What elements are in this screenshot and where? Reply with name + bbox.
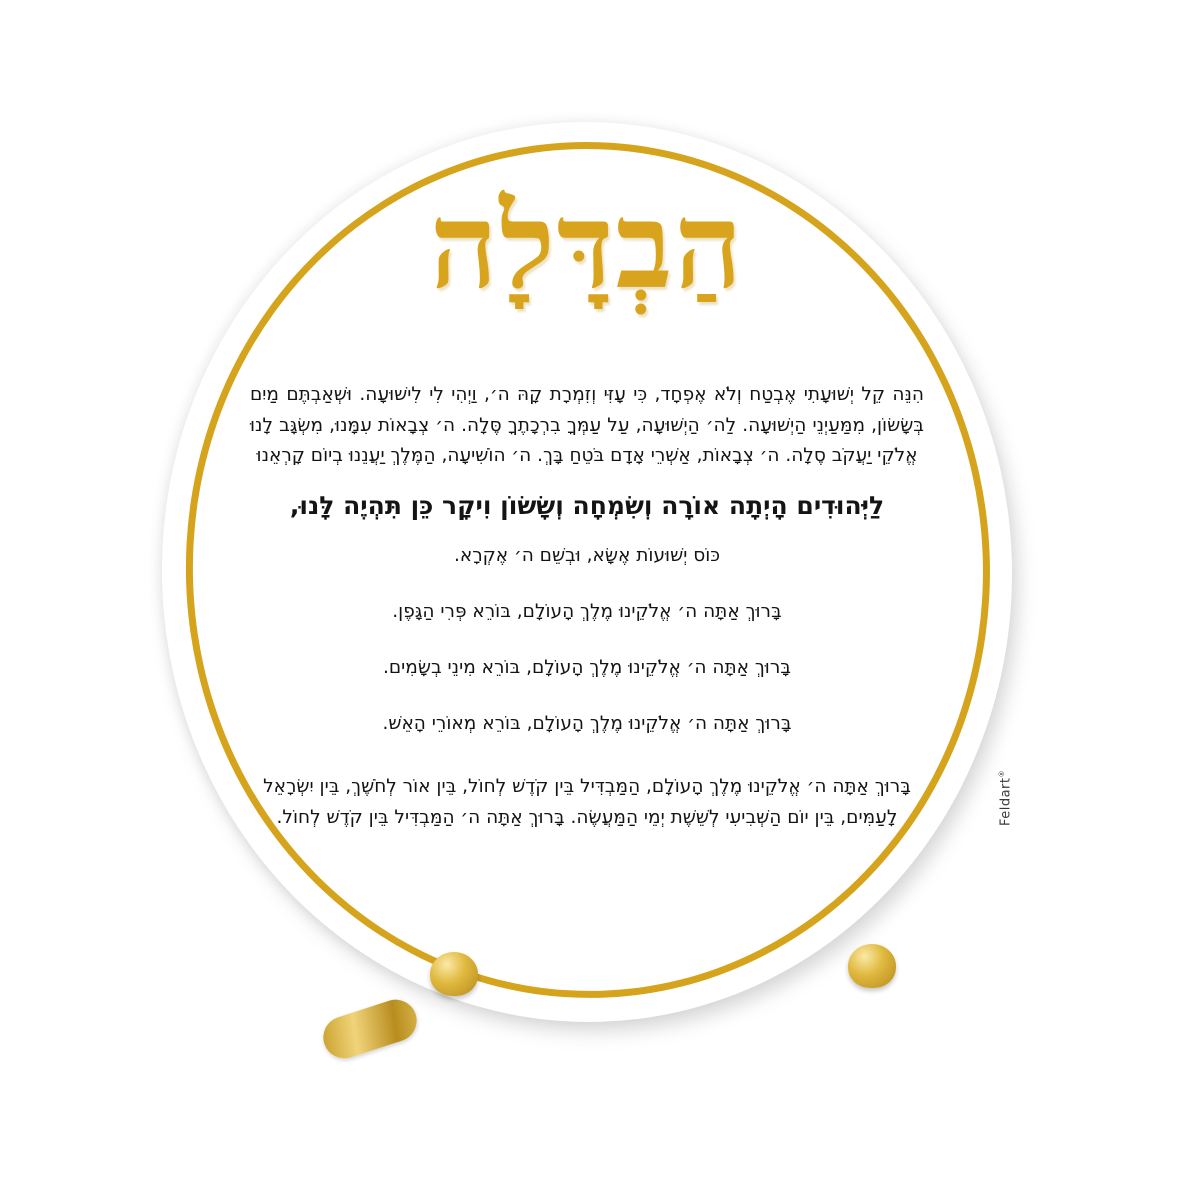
blessing-hamavdil: בָּרוּךְ אַתָּה ה׳ אֱלֹקֵינוּ מֶלֶךְ הָעוֹלָם, הַמַּבְדִּיל בֵּין קֹדֶשׁ לְחוֹל, בֵּין אוֹר לְחֹשֶׁךְ, בֵּין יִשְׂרָאֵל לָעַמִּים, בֵּין יוֹם הַשְּׁבִיעִי לְשֵׁשֶׁת יְמֵי הַמַּעֲשֶׂה. בָּרוּךְ אַתָּה ה׳ הַמַּבְדִּיל בֵּין קֹדֶשׁ לְחוֹל. <box>263 776 911 829</box>
brand-name: Feldart <box>998 777 1014 827</box>
brand-logo: Feldart® <box>998 770 1014 827</box>
plaque-content <box>162 122 1012 1022</box>
stand-knob-left <box>430 952 478 996</box>
paragraph-layehudim: לַיְּהוּדִים הָיְתָה אוֹרָה וְשִׂמְחָה וְשָׂשׂוֹן וִיקָר כֵּן תִּהְיֶה לָּנוּ, <box>289 491 885 521</box>
prayer-text-block <box>250 380 924 834</box>
stand-knob-right <box>848 944 896 988</box>
paragraph-kos-yeshuot: כּוֹס יְשׁוּעוֹת אֶשָּׂא, וּבְשֵׁם ה׳ אֶקְרָא. <box>453 544 721 566</box>
havdalah-plaque <box>147 107 1028 1036</box>
blessing-hagafen: בָּרוּךְ אַתָּה ה׳ אֱלֹקֵינוּ מֶלֶךְ הָעוֹלָם, בּוֹרֵא פְּרִי הַגָּפֶן. <box>392 600 782 622</box>
blessing-besamim: בָּרוּךְ אַתָּה ה׳ אֱלֹקֵינוּ מֶלֶךְ הָעוֹלָם, בּוֹרֵא מִינֵי בְשָׂמִים. <box>383 656 791 678</box>
page-title: הַבְדָּלָה <box>429 176 745 315</box>
blessing-meorei-haesh: בָּרוּךְ אַתָּה ה׳ אֱלֹקֵינוּ מֶלֶךְ הָעוֹלָם, בּוֹרֵא מְאוֹרֵי הָאֵשׁ. <box>382 712 792 734</box>
paragraph-intro: הִנֵּה קֵל יְשׁוּעָתִי אֶבְטַח וְלֹא אֶפְחָד, כִּי עָזִּי וְזִמְרָת קָהּ ה׳, וַיְהִי לִי לִישׁוּעָה. וּשְׁאַבְתֶּם מַיִם בְּשָׂשׂוֹן, מִמַּעַיְנֵי הַיְשׁוּעָה. לַה׳ הַיְשׁוּעָה, עַל עַמְּךָ בִרְכָתֶךָ סֶּלָה. ה׳ צְבָאוֹת עִמָּנוּ, מִשְׂגָּב לָנוּ אֱלֹקֵי יַעֲקֹב סֶלָה. ה׳ צְבָאוֹת, אַשְׁרֵי אָדָם בֹּטֵחַ בָּךְ. ה׳ הוֹשִׁיעָה, הַמֶּלֶךְ יַעֲנֵנוּ בְיוֹם קָרְאֵנוּ <box>250 384 924 467</box>
